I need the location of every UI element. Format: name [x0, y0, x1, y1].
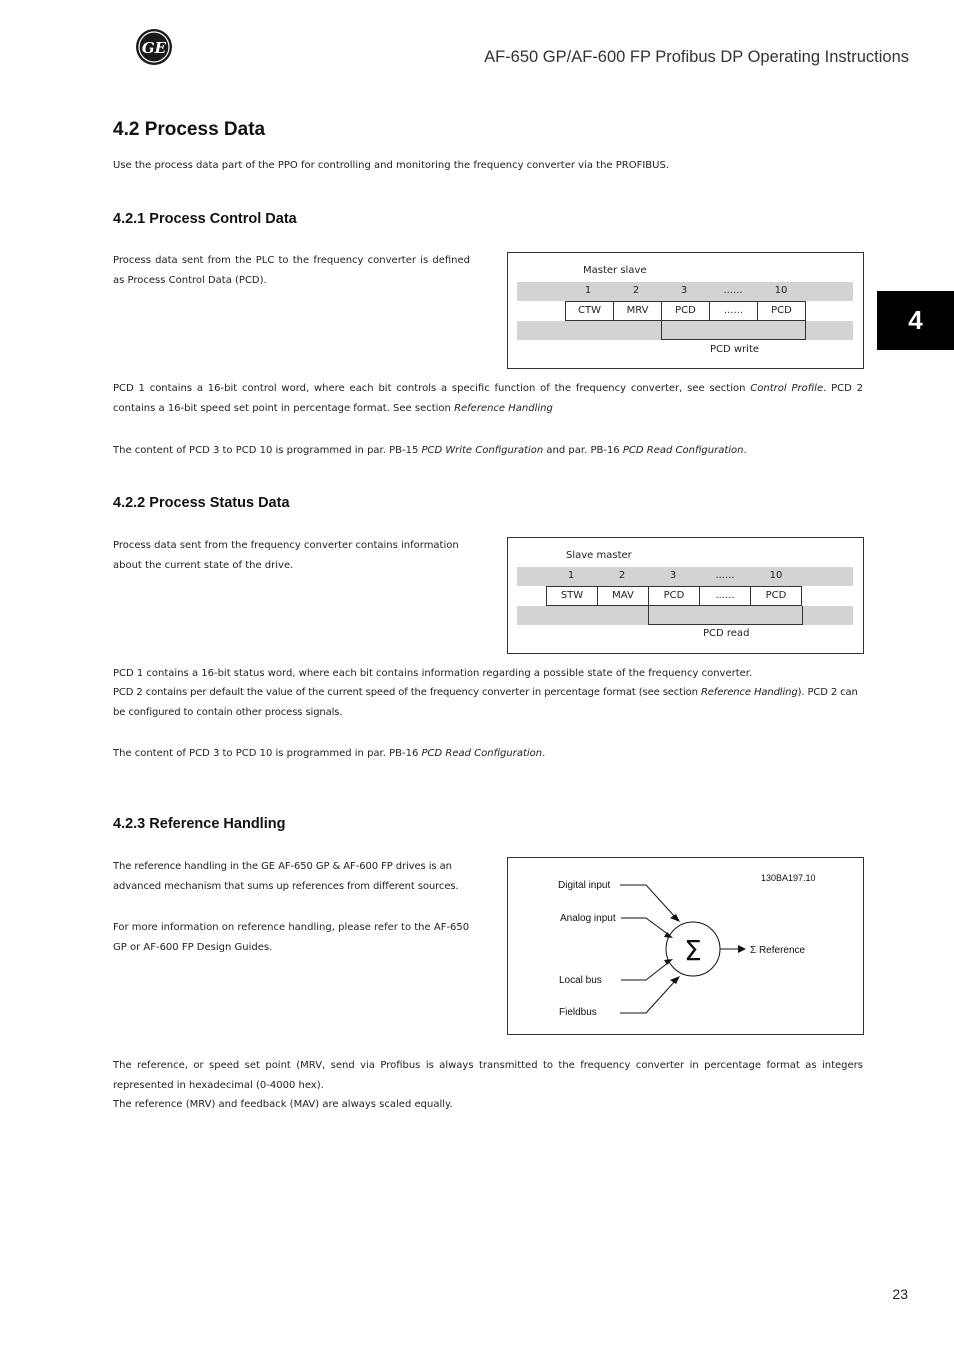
fieldbus-line [620, 980, 676, 1013]
pcd-write-figure [507, 252, 864, 369]
pcd-cell: MAV [597, 586, 649, 606]
slot-number: ...... [723, 285, 743, 296]
slot-number: ...... [715, 570, 735, 581]
pcd-bracket [661, 321, 806, 340]
svg-text:GE: GE [141, 39, 167, 57]
slot-number: 3 [669, 570, 677, 581]
slot-number: 1 [567, 570, 575, 581]
pcd-cell: STW [546, 586, 598, 606]
pcd-cell: CTW [565, 301, 614, 321]
subsection-title-status: 4.2.2 Process Status Data [113, 495, 290, 511]
pcd-bracket [648, 606, 803, 625]
pcd-cell: PCD [648, 586, 700, 606]
pcd-cell: ...... [709, 301, 758, 321]
arrow-icon [670, 914, 680, 922]
arrow-icon [670, 976, 680, 984]
input-label-analog: Analog input [560, 913, 616, 924]
status-paragraph-2: PCD 2 contains per default the value of the current speed of the frequency converter in percentage format (see section Reference Handling). PCD 2 can be configured to contain other process signals. [113, 687, 858, 718]
pcd-cell: PCD [757, 301, 806, 321]
figure-code: 130BA197.10 [761, 873, 816, 883]
figure-top-label: Slave master [566, 550, 632, 561]
pcd-cell: PCD [750, 586, 802, 606]
slot-number: 3 [680, 285, 688, 296]
slot-number: 10 [769, 570, 783, 581]
input-label-fieldbus: Fieldbus [559, 1007, 597, 1018]
pcd-cell: ...... [699, 586, 751, 606]
figure-top-label: Master slave [583, 265, 647, 276]
section-title: 4.2 Process Data [113, 119, 266, 140]
pcd-read-figure [507, 537, 864, 654]
reference-diagram [507, 857, 864, 1035]
input-label-local-bus: Local bus [559, 975, 602, 986]
reference-description-2: For more information on reference handling, please refer to the AF-650 GP or AF-600 FP Design Guides. [113, 922, 470, 953]
document-title: AF-650 GP/AF-600 FP Profibus DP Operating Instructions [484, 48, 909, 66]
slot-number: 2 [618, 570, 626, 581]
ge-logo [135, 28, 173, 66]
slot-number: 1 [584, 285, 592, 296]
analog-input-line [621, 918, 669, 935]
arrow-icon [738, 945, 746, 953]
figure-bottom-label: PCD write [710, 344, 760, 355]
output-label: Σ Reference [750, 945, 806, 956]
section-intro: Use the process data part of the PPO for controlling and monitoring the frequency converter via the PROFIBUS. [113, 160, 670, 171]
subsection-title-reference: 4.2.3 Reference Handling [113, 816, 286, 832]
arrow-icon [664, 959, 673, 965]
control-paragraph-2: The content of PCD 3 to PCD 10 is programmed in par. PB-15 PCD Write Configuration and par. PB-16 PCD Read Configuration. [113, 445, 747, 456]
input-label-digital: Digital input [558, 880, 611, 891]
status-paragraph-3: The content of PCD 3 to PCD 10 is programmed in par. PB-16 PCD Read Configuration. [113, 748, 546, 759]
status-paragraph-1: PCD 1 contains a 16-bit status word, where each bit contains information regarding a possible state of the frequency converter. [113, 668, 753, 679]
status-description: Process data sent from the frequency converter contains information about the current state of the drive. [113, 540, 459, 571]
reference-paragraph-1: The reference, or speed set point (MRV, send via Profibus is always transmitted to the frequency converter in percentage format as integers represented in hexadecimal (0-4000 hex). [113, 1060, 863, 1091]
control-paragraph-1: PCD 1 contains a 16-bit control word, where each bit controls a specific function of the frequency converter, see section Control Profile. PCD 2 contains a 16-bit speed set point in percentage format. See section Reference Handling [113, 383, 863, 414]
digital-input-line [620, 885, 676, 918]
pcd-cell: PCD [661, 301, 710, 321]
page-number: 23 [892, 1286, 908, 1302]
chapter-tab[interactable]: 4 [877, 291, 954, 350]
pcd-cell: MRV [613, 301, 662, 321]
reference-paragraph-2: The reference (MRV) and feedback (MAV) are always scaled equally. [113, 1099, 453, 1110]
control-description: Process data sent from the PLC to the frequency converter is defined as Process Control Data (PCD). [113, 255, 470, 286]
subsection-title-control: 4.2.1 Process Control Data [113, 211, 297, 227]
slot-number: 2 [632, 285, 640, 296]
figure-bottom-label: PCD read [703, 628, 750, 639]
sigma-symbol: Σ [684, 934, 702, 967]
slot-number: 10 [774, 285, 788, 296]
reference-description-1: The reference handling in the GE AF-650 GP & AF-600 FP drives is an advanced mechanism that sums up references from different sources. [113, 861, 459, 892]
local-bus-line [621, 962, 669, 980]
